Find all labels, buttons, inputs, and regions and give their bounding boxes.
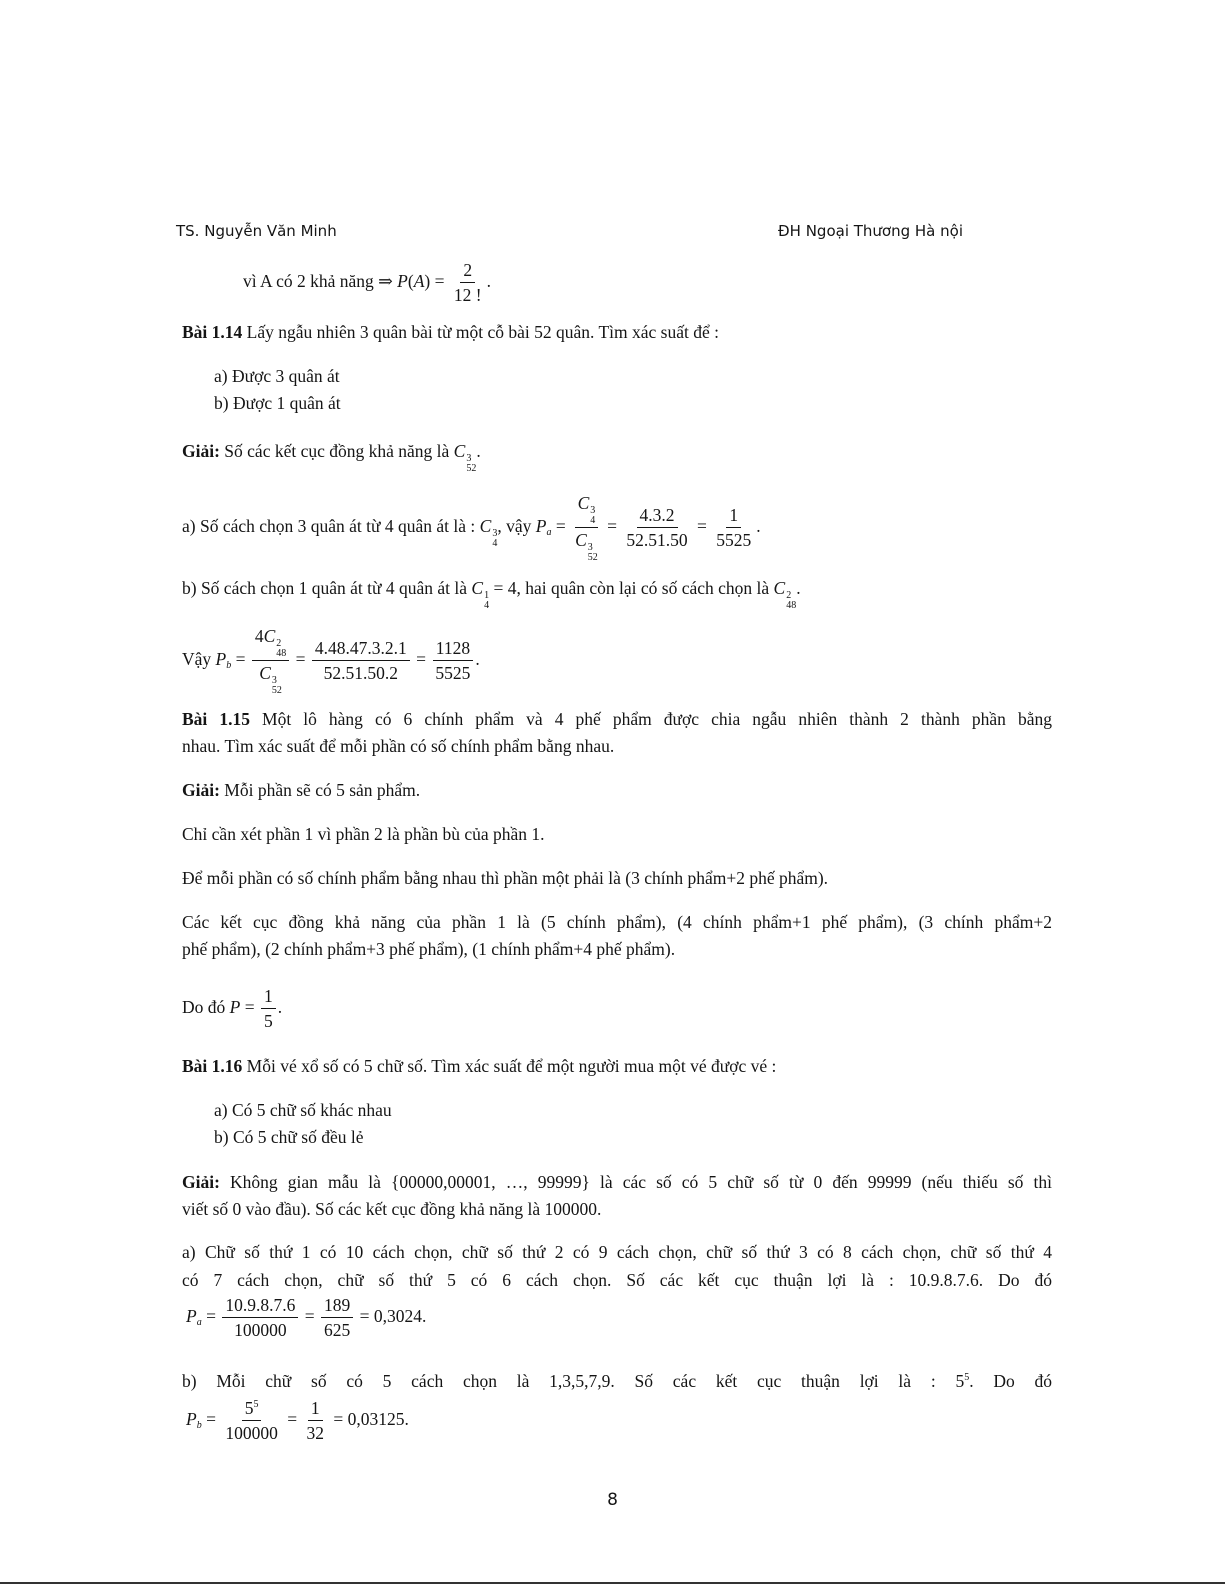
list-item: a) Có 5 chữ số khác nhau xyxy=(214,1100,392,1120)
paragraph: Các kết cục đồng khả năng của phần 1 là (5 chính phẩm), (4 chính phẩm+1 phế phẩm), (3 chính phẩm+2 xyxy=(182,912,1052,932)
solution-1-15: Giải: Mỗi phần sẽ có 5 sản phẩm. xyxy=(182,780,421,800)
paragraph: có 7 cách chọn, chữ số thứ 5 có 6 cách chọn. Số các kết cục thuận lợi là : 10.9.8.7.6. Do đó xyxy=(182,1270,1052,1290)
solution-1-16-a-result: $P_a$ = $\frac{10.9.8.7.6}{100000}$ = $\frac{189}{625}$ = 0,3024. xyxy=(186,1295,427,1340)
page-number: 8 xyxy=(607,1490,618,1510)
paragraph: b) Mỗi chữ số có 5 cách chọn là 1,3,5,7,9. Số các kết cục thuận lợi là : $5^5$. Do đó xyxy=(182,1371,1053,1391)
solution-1-14-a: a) Số cách chọn 3 quân át từ 4 quân át là : C 3 4 , vậy $P_a$ = C 3 4 C 3 52 = $\frac{4.3.2}{52.51.50}$ = $\frac{1}{5525}$ . xyxy=(182,493,761,563)
header-university: ĐH Ngoại Thương Hà nội xyxy=(778,222,963,240)
solution-1-15-result: Do đó P = $\frac{1}{5}$ . xyxy=(182,986,283,1031)
exercise-1-15-line1: Bài 1.15 Một lô hàng có 6 chính phẩm và 4 phế phẩm được chia ngẫu nhiên thành 2 thành phần bằng xyxy=(182,709,1052,729)
list-item: b) Có 5 chữ số đều lẻ xyxy=(214,1127,364,1147)
paragraph: Chỉ cần xét phần 1 vì phần 2 là phần bù của phần 1. xyxy=(182,824,545,844)
exercise-1-15-line2: nhau. Tìm xác suất để mỗi phần có số chính phẩm bằng nhau. xyxy=(182,736,615,756)
line-prev-result: vì A có 2 khả năng ⇒ P(A) = $\frac{2}{12 !}$ . xyxy=(243,260,491,305)
paragraph: phế phẩm), (2 chính phẩm+3 phế phẩm), (1 chính phẩm+4 phế phẩm). xyxy=(182,939,676,959)
solution-1-14-b: b) Số cách chọn 1 quân át từ 4 quân át là C 1 4 = 4, hai quân còn lại có số cách chọn là C 2 48 . xyxy=(182,578,801,611)
list-item: b) Được 1 quân át xyxy=(214,393,341,413)
paragraph: Để mỗi phần có số chính phẩm bằng nhau thì phần một phải là (3 chính phẩm+2 phế phẩm). xyxy=(182,868,829,888)
solution-1-16-line2: viết số 0 vào đầu). Số các kết cục đồng khả năng là 100000. xyxy=(182,1199,602,1219)
header-author: TS. Nguyễn Văn Minh xyxy=(176,222,337,240)
solution-1-14: Giải: Số các kết cục đồng khả năng là C 3 52 . xyxy=(182,441,481,474)
solution-1-16-b-result: $P_b$ = $\frac{5^5}{100000}$ = $\frac{1}{32}$ = 0,03125. xyxy=(186,1398,409,1443)
list-item: a) Được 3 quân át xyxy=(214,366,340,386)
exercise-1-14: Bài 1.14 Lấy ngẫu nhiên 3 quân bài từ một cỗ bài 52 quân. Tìm xác suất để : xyxy=(182,322,719,342)
solution-1-16-line1: Giải: Không gian mẫu là {00000,00001, …, 99999} là các số có 5 chữ số từ 0 đến 99999 (nếu thiếu số thì xyxy=(182,1172,1052,1192)
bottom-border xyxy=(0,1582,1225,1584)
paragraph: a) Chữ số thứ 1 có 10 cách chọn, chữ số thứ 2 có 9 cách chọn, chữ số thứ 3 có 8 cách chọn, chữ số thứ 4 xyxy=(182,1242,1052,1262)
solution-1-14-b-result: Vậy $P_b$ = 4C 2 48 C 3 52 = $\frac{4.48.47.3.2.1}{52.51.50.2}$ = $\frac{1128}{5525}$ . xyxy=(182,626,480,696)
exercise-1-16: Bài 1.16 Mỗi vé xổ số có 5 chữ số. Tìm xác suất để một người mua một vé được vé : xyxy=(182,1056,777,1076)
